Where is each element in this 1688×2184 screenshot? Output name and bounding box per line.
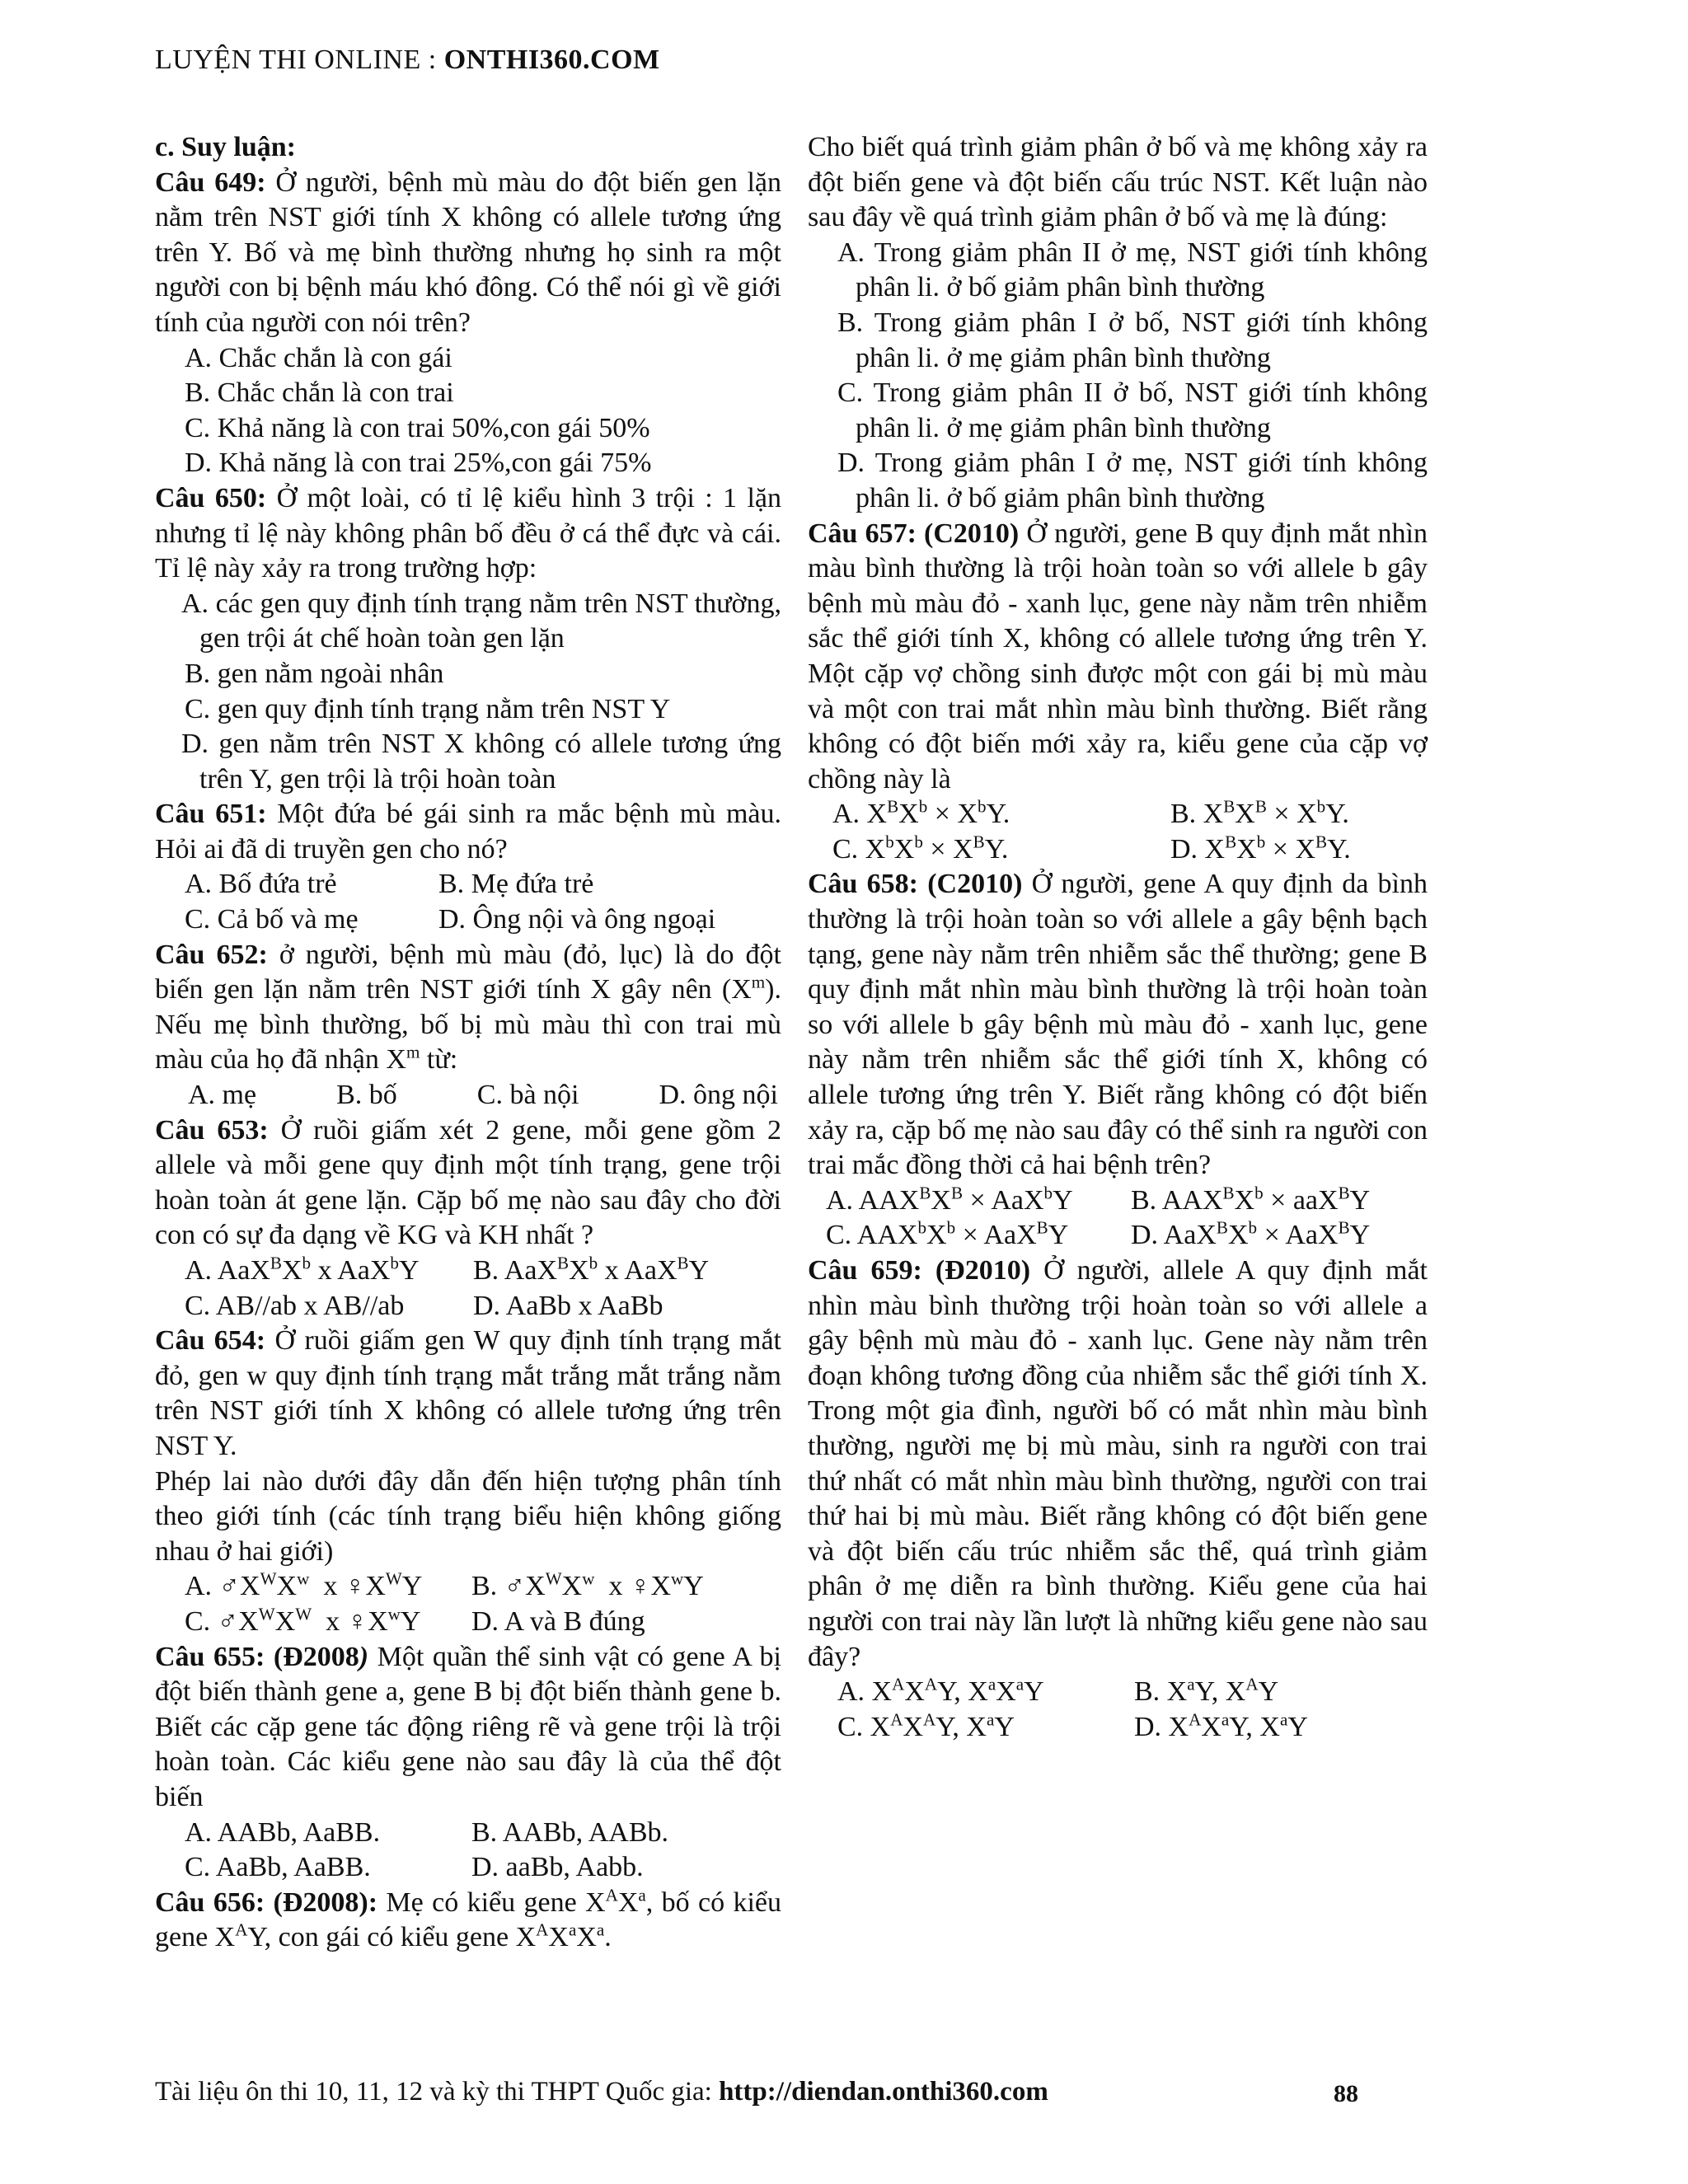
q649-label: Câu 649: [155,166,266,198]
q659-label: Câu 659: (Đ2010) [808,1255,1031,1286]
q655-option-d: D. aaBb, Aabb. [471,1852,644,1883]
question-653 [155,1113,781,1254]
q657-text: Ở người, gene B quy định mắt nhìn màu bình thường là trội hoàn toàn so với allele b gây bệnh mù màu đỏ - xanh lục, gene này nằm trên nhiễm sắc thể giới tính X, không có allele tương ứng trên Y. Một cặp vợ chồng sinh được một con gái bị mù màu và một con trai mắt nhìn màu bình thường. Biết rằng không có đột biến mới xảy ra, kiểu gene của cặp vợ chồng này là [808,518,1428,794]
q649-text: Ở người, bệnh mù màu do đột biến gen lặn nằm trên NST giới tính X không có allele tương ứng trên Y. Bố và mẹ bình thường nhưng họ sinh ra một người con bị bệnh máu khó đông. Có thể nói gì về giới tính của người con nói trên? [155,166,782,338]
q654-options-row1 [155,1569,781,1605]
q650-option-a: A. các gen quy định tính trạng nằm trên NST thường, gen trội át chế hoàn toàn gen lặn [181,588,781,654]
q658-options-row1 [808,1183,1428,1219]
q657-option-a: A. $X^BX^b \times X^bY$. [832,796,1010,830]
page-footer [155,2077,1367,2107]
right-column [808,130,1428,1745]
q652-option-c: C. bà nội [476,1080,579,1111]
q658-label: Câu 658: (C2010) [808,869,1023,900]
q654-text2: Phép lai nào dưới đây dẫn đến hiện tượng phân tính theo giới tính (các tính trạng biểu hiện không giống nhau ở hai giới) [155,1465,781,1567]
q658-option-d: D. $AaX^BX^b \times AaX^BY$ [1131,1218,1371,1251]
q650-option-c: C. gen quy định tính trạng nằm trên NST Y [185,693,671,724]
q653-label: Câu 653: [155,1114,269,1146]
q649-option-a: A. Chắc chắn là con gái [185,342,452,373]
q654-text: Ở ruồi giấm gen W quy định tính trạng mắt đỏ, gen w quy định tính trạng mắt trắng mắt trắng nằm trên NST giới tính X không có allele tương ứng trên NST Y. [155,1325,781,1461]
q652-options [155,1078,781,1113]
q650-option-d: D. gen nằm trên NST X không có allele tương ứng trên Y, gen trội là trội hoàn toàn [181,729,781,794]
q651-option-a: A. Bố đứa trẻ [185,869,337,900]
header-prefix: LUYỆN THI ONLINE : [155,45,444,75]
q654-option-d: D. A và B đúng [471,1605,645,1637]
question-650 [155,481,781,587]
q654-option-c: C. $♂X^WX^W$ x $♀X^wY$ [185,1604,421,1637]
q652-sup2: m [406,1043,420,1063]
q657-options-row1 [808,797,1428,832]
question-655 [155,1640,781,1816]
q655-options-row2 [155,1850,781,1886]
q654-options-row2 [155,1605,781,1640]
q657-label: Câu 657: (C2010) [808,518,1020,549]
q649-option-b: B. Chắc chắn là con trai [185,377,454,409]
q659-option-a: A. $X^AX^AY$, $X^aX^aY$ [837,1674,1044,1708]
q655-label-paren: ) [359,1641,369,1672]
q656-option-a: A. Trong giảm phân II ở mẹ, NST giới tính không phân li. ở bố giảm phân bình thường [837,237,1428,303]
q655-text: Một quần thể sinh vật có gene A bị đột biến thành gene a, gene B bị đột biến thành gene b. Biết các cặp gene tác động riêng rẽ và gene trội là trội hoàn toàn. Các kiểu gene nào sau đây là của thể đột biến [155,1641,781,1812]
q650-option-b: B. gen nằm ngoài nhân [185,658,444,689]
q656-option-c: C. Trong giảm phân II ở bố, NST giới tính không phân li. ở mẹ giảm phân bình thường [837,377,1428,443]
q651-option-b: B. Mẹ đứa trẻ [438,869,594,900]
q655-option-a: A. AABb, AaBB. [185,1816,381,1848]
q657-option-d: D. $X^BX^b \times X^BY$. [1170,832,1351,865]
q657-option-b: B. $X^BX^B \times X^bY$. [1170,796,1349,830]
q659-option-b: B. $X^aY$, $X^AY$ [1134,1674,1279,1708]
q658-option-b: B. $AAX^BX^b \times aaX^BY$ [1131,1183,1371,1216]
footer-text: Tài liệu ôn thi 10, 11, 12 và kỳ thi THPT Quốc gia: [155,2077,720,2107]
page-header [155,45,660,76]
q650-text: Ở một loài, có tỉ lệ kiểu hình 3 trội : 1 lặn nhưng tỉ lệ này không phân bố đều ở cá thể đực và cái. Tỉ lệ này xảy ra trong trường hợp: [155,482,781,584]
question-656: Câu 656: (Đ2008): Mẹ có kiểu gene $X^AX^a$, bố có kiểu gene $X^AY$, con gái có kiểu gene $X^AX^aX^a$. [155,1885,781,1953]
q654-option-a: A. $♂X^WX^w$ x $♀X^WY$ [185,1569,423,1602]
q655-option-c: C. AaBb, AaBB. [185,1852,371,1883]
q653-text: Ở ruồi giấm xét 2 gene, mỗi gene gồm 2 allele và mỗi gene quy định một tính trạng, gene trội hoàn toàn át gene lặn. Cặp bố mẹ nào sau đây cho đời con có sự đa dạng về KG và KH nhất ? [155,1114,782,1251]
q658-option-a: A. $AAX^BX^B \times AaX^bY$ [826,1183,1073,1216]
q653-option-c: C. AB//ab x AB//ab [185,1290,405,1321]
header-site: ONTHI360.COM [443,45,660,75]
q655-option-b: B. AABb, AABb. [471,1816,668,1848]
q658-option-c: C. $AAX^bX^b \times AaX^BY$ [826,1218,1069,1251]
q653-option-a: A. $AaX^BX^b$ x AaX$^b$Y [185,1253,420,1286]
question-649 [155,166,781,341]
q654-option-b: B. $♂X^WX^w$ x $♀X^wY$ [471,1569,704,1602]
q656-text-b: , bố có kiểu gene X [155,1886,781,1953]
question-652 [155,938,781,1078]
question-658 [808,867,1428,1183]
q656-text-a: Mẹ có kiểu gene X [377,1886,606,1918]
q659-options-row2 [808,1710,1428,1746]
q656-text2: Cho biết quá trình giảm phân ở bố và mẹ không xảy ra đột biến gene và đột biến cấu trúc NST. Kết luận nào sau đây về quá trình giảm phân ở bố và mẹ là đúng: [808,132,1428,233]
footer-link[interactable]: http://diendan.onthi360.com [719,2077,1048,2107]
q659-option-c: C. $X^AX^AY$, $X^aY$ [837,1709,1015,1742]
question-651 [155,797,781,867]
q655-label: Câu 655: (Đ2008 [155,1641,359,1672]
q652-option-b: B. bố [336,1080,397,1111]
q652-text3: từ: [420,1044,458,1076]
q649-option-c: C. Khả năng là con trai 50%,con gái 50% [185,412,650,443]
q656-option-b: B. Trong giảm phân I ở bố, NST giới tính không phân li. ở mẹ giảm phân bình thường [837,307,1428,373]
q657-option-c: C. $X^bX^b \times X^BY$. [832,832,1009,865]
q652-text2: ). Nếu mẹ bình thường, bố bị mù màu thì con trai mù màu của họ đã nhận X [155,974,781,1076]
q656-label: Câu 656: (Đ2008): [155,1886,378,1918]
q653-options-row1 [155,1254,781,1289]
q652-sup1: m [751,972,766,992]
q656-text-c: Y, con gái có kiểu gene X [247,1922,537,1953]
q654-label: Câu 654: [155,1325,266,1357]
q653-options-row2 [155,1289,781,1324]
question-654 [155,1324,781,1464]
q651-options-row1 [155,867,781,902]
q652-option-d: D. ông nội [659,1080,778,1111]
q659-option-d: D. $X^AX^aY$, $X^aY$ [1134,1709,1308,1742]
q652-label: Câu 652: [155,939,268,970]
q650-label: Câu 650: [155,482,267,513]
q655-options-row1 [155,1816,781,1851]
q653-option-d: D. AaBb x AaBb [473,1290,663,1321]
q653-option-b: B. $AaX^BX^b$ x AaX$^B$Y [473,1253,710,1286]
question-657 [808,517,1428,798]
q657-options-row2 [808,832,1428,868]
q658-text: Ở người, gene A quy định da bình thường là trội hoàn toàn so với allele a gây bệnh bạch tạng, gene này nằm trên nhiễm sắc thể thường; gene B quy định mắt nhìn màu bình thường là trội hoàn toàn so với allele b gây bệnh mù màu đỏ - xanh lục, gene này nằm trên nhiễm sắc thể giới tính X, không có allele tương ứng trên Y. Biết rằng không có đột biến xảy ra, cặp bố mẹ nào sau đây có thể sinh ra người con trai mắc đồng thời cả hai bệnh trên? [808,869,1428,1181]
q649-option-d: D. Khả năng là con trai 25%,con gái 75% [185,448,652,479]
q651-text: Một đứa bé gái sinh ra mắc bệnh mù màu. Hỏi ai đã di truyền gen cho nó? [155,799,781,865]
q659-text: Ở người, allele A quy định mắt nhìn màu bình thường trội hoàn toàn so với allele a gây bệnh mù màu đỏ - xanh lục. Gene này nằm trên đoạn không tương đồng của nhiễm sắc thể giới tính X. Trong một gia đình, người bố có mắt nhìn màu bình thường, người mẹ bị mù màu, sinh ra người con trai thứ nhất có mắt nhìn màu bình thường, người con trai thứ hai bị mù màu. Biết rằng không có đột biến gene và đột biến cấu trúc nhiễm sắc thể, quá trình giảm phân ở mẹ diễn ra bình thường. Kiểu gene của hai người con trai này lần lượt là những kiểu gene nào sau đây? [808,1255,1428,1672]
question-659 [808,1254,1428,1675]
q651-label: Câu 651: [155,799,267,830]
q651-option-c: C. Cả bố và mẹ [185,904,359,935]
page-number: 88 [1334,2080,1358,2107]
q656-option-d: D. Trong giảm phân I ở mẹ, NST giới tính không phân li. ở bố giảm phân bình thường [837,448,1428,513]
q658-options-row2 [808,1218,1428,1254]
q651-options-row2 [155,902,781,938]
q652-text1: ở người, bệnh mù màu (đỏ, lục) là do đột biến gen lặn nằm trên NST giới tính X gây nên (X [155,939,781,1005]
left-column [155,130,781,1956]
q659-options-row1 [808,1675,1428,1710]
q651-option-d: D. Ông nội và ông ngoại [438,904,716,935]
section-title: c. Suy luận: [155,132,296,162]
q652-option-a: A. mẹ [188,1080,257,1111]
